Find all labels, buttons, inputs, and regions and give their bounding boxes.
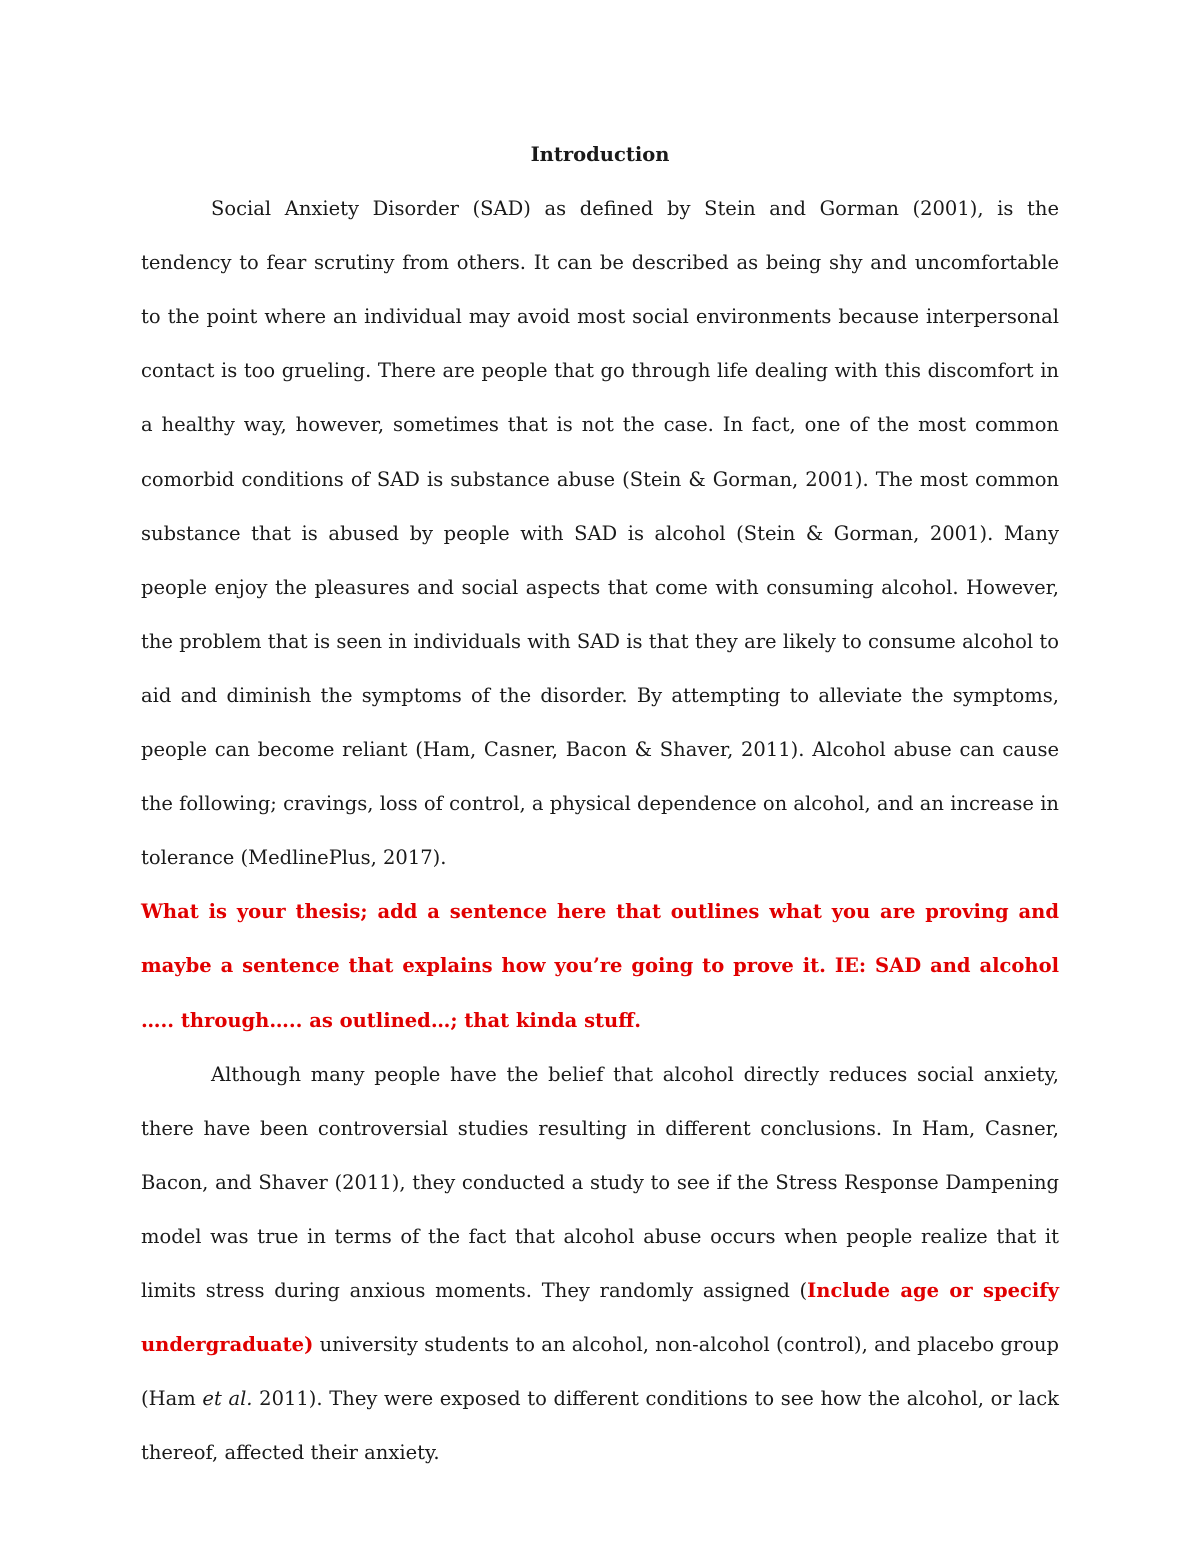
- paragraph-1: Social Anxiety Disorder (SAD) as defined by Stein and Gorman (2001), is the tendency to fear scrutiny from others. It can be described as being shy and uncomfortable to the point where an individual may avoid most social environments because interpersonal contact is too grueling. There are people that go through life dealing with this discomfort in a healthy way, however, sometimes that is not the case. In fact, one of the most common comorbid conditions of SAD is substance abuse (Stein & Gorman, 2001). The most common substance that is abused by people with SAD is alcohol (Stein & Gorman, 2001). Many people enjoy the pleasures and social aspects that come with consuming alcohol. However, the problem that is seen in individuals with SAD is that they are likely to consume alcohol to aid and diminish the symptoms of the disorder. By attempting to alleviate the symptoms, people can become reliant (Ham, Casner, Bacon & Shaver, 2011). Alcohol abuse can cause the following; cravings, loss of control, a physical dependence on alcohol, and an increase in tolerance (MedlinePlus, 2017).: [141, 197, 1059, 870]
- paragraph-2: [141, 1048, 1059, 1481]
- reviewer-comment: What is your thesis; add a sentence here that outlines what you are proving and maybe a sentence that explains how you’re going to prove it. IE: SAD and alcohol ….. through….. as outlined…; that kinda stuff.: [141, 900, 1059, 1032]
- inline-reviewer-comment: Include age or specify undergraduate): [141, 1278, 1059, 1357]
- section-heading: Introduction: [530, 143, 670, 166]
- paragraph-2-italic-citation: et al.: [202, 1387, 253, 1411]
- paragraph-2-text-1: Although many people have the belief that alcohol directly reduces social anxiety, there have been controversial studies resulting in different conclusions. In Ham, Casner, Bacon, and Shaver (2011), they conducted a study to see if the Stress Response Dampening model was true in terms of the fact that alcohol abuse occurs when people realize that it limits stress during anxious moments. They randomly assigned (: [141, 1062, 1059, 1302]
- paragraph-2-text-2: university students to an alcohol, non-alcohol (control), and placebo group (Ham: [141, 1333, 1059, 1411]
- document-body: [141, 128, 1059, 1480]
- paragraph-2-text-3: 2011). They were exposed to different conditions to see how the alcohol, or lack thereof, affected their anxiety.: [141, 1387, 1059, 1465]
